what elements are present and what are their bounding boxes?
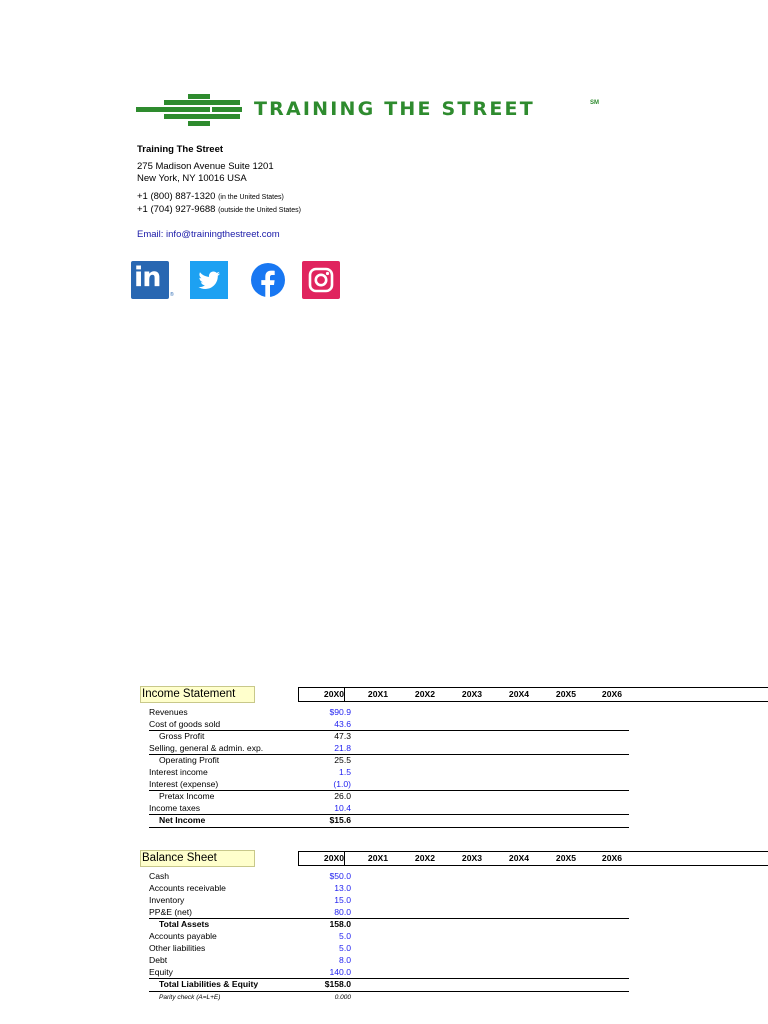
row-label: Debt (149, 955, 168, 965)
row-value: 26.0 (334, 791, 351, 801)
year-label: 20X4 (508, 689, 529, 699)
table-row (149, 894, 629, 906)
year-label: 20X0 (299, 852, 345, 865)
company-name: Training The Street (137, 144, 224, 155)
year-label: 20X3 (461, 853, 482, 863)
row-label: Equity (149, 967, 173, 977)
year-label: 20X2 (414, 689, 435, 699)
year-label: 20X1 (367, 689, 388, 699)
row-value[interactable]: 5.0 (339, 931, 351, 941)
phone-intl (137, 204, 301, 215)
row-label: Income taxes (149, 803, 201, 813)
email-link[interactable]: Email: info@trainingthestreet.com (137, 229, 280, 240)
row-value[interactable]: 1.5 (339, 767, 351, 777)
table-row (149, 906, 629, 918)
row-label: PP&E (net) (149, 907, 192, 917)
year-label: 20X1 (367, 853, 388, 863)
table-row (149, 790, 629, 802)
table-row (149, 882, 629, 894)
row-value: 158.0 (329, 919, 351, 929)
table-row (149, 742, 629, 754)
table-row (149, 730, 629, 742)
income-year-header (298, 687, 768, 702)
row-label: Total Liabilities & Equity (159, 979, 259, 989)
address-line-1: 275 Madison Avenue Suite 1201 (137, 161, 274, 172)
year-label: 20X4 (508, 853, 529, 863)
facebook-icon[interactable] (249, 261, 287, 299)
row-label: Interest income (149, 767, 208, 777)
row-value[interactable]: 43.6 (334, 719, 351, 729)
row-value[interactable]: 140.0 (329, 967, 351, 977)
row-value[interactable]: 21.8 (334, 743, 351, 753)
row-label: Selling, general & admin. exp. (149, 743, 264, 753)
row-divider (149, 827, 629, 828)
row-label: Gross Profit (159, 731, 205, 741)
year-label: 20X6 (601, 689, 622, 699)
table-row (149, 706, 629, 718)
twitter-icon[interactable] (190, 261, 228, 299)
table-row (149, 778, 629, 790)
row-label: Cash (149, 871, 170, 881)
linkedin-icon[interactable] (131, 261, 169, 299)
table-row (149, 814, 629, 826)
table-row (149, 930, 629, 942)
row-value[interactable]: 13.0 (334, 883, 351, 893)
row-value: $158.0 (324, 979, 351, 989)
year-label: 20X0 (299, 688, 345, 701)
phone-us (137, 191, 284, 202)
parity-check-row (149, 992, 629, 1004)
address-line-2: New York, NY 10016 USA (137, 173, 247, 184)
phone-intl-number: +1 (704) 927-9688 (137, 204, 216, 215)
year-label: 20X3 (461, 689, 482, 699)
row-label: Other liabilities (149, 943, 206, 953)
balance-sheet-title: Balance Sheet (140, 850, 255, 867)
row-label: Operating Profit (159, 755, 220, 765)
row-label: Net Income (159, 815, 206, 825)
phone-us-note: (in the United States) (218, 194, 284, 201)
row-value[interactable]: 15.0 (334, 895, 351, 905)
row-value: 25.5 (334, 755, 351, 765)
year-label: 20X6 (601, 853, 622, 863)
row-label: Pretax Income (159, 791, 215, 801)
row-value[interactable]: (1.0) (333, 779, 351, 789)
row-value[interactable]: 80.0 (334, 907, 351, 917)
table-row (149, 978, 629, 990)
year-label: 20X5 (555, 689, 576, 699)
year-label: 20X2 (414, 853, 435, 863)
row-label: Parity check (A=L+E) (159, 994, 221, 1001)
row-value: $15.6 (329, 815, 351, 825)
table-row (149, 754, 629, 766)
balance-year-header (298, 851, 768, 866)
year-label: 20X5 (555, 853, 576, 863)
logo-text: TRAINING THE STREET (254, 98, 535, 120)
phone-intl-note: (outside the United States) (218, 207, 301, 214)
row-value[interactable]: 10.4 (334, 803, 351, 813)
row-value[interactable]: 8.0 (339, 955, 351, 965)
row-label: Cost of goods sold (149, 719, 221, 729)
income-statement-title: Income Statement (140, 686, 255, 703)
row-label: Revenues (149, 707, 188, 717)
row-value: 47.3 (334, 731, 351, 741)
linkedin-label: in (134, 262, 161, 293)
row-value: 0.000 (334, 994, 351, 1001)
phone-us-number: +1 (800) 887-1320 (137, 191, 216, 202)
table-row (149, 966, 629, 978)
table-row (149, 954, 629, 966)
table-row (149, 918, 629, 930)
row-value[interactable]: $50.0 (329, 871, 351, 881)
instagram-icon[interactable] (302, 261, 340, 299)
table-row (149, 802, 629, 814)
table-row (149, 766, 629, 778)
row-label: Inventory (149, 895, 185, 905)
row-label: Interest (expense) (149, 779, 219, 789)
row-value[interactable]: $90.9 (329, 707, 351, 717)
table-row (149, 718, 629, 730)
row-label: Accounts payable (149, 931, 217, 941)
row-label: Total Assets (159, 919, 210, 929)
table-row (149, 870, 629, 882)
row-value[interactable]: 5.0 (339, 943, 351, 953)
logo-service-mark: SM (590, 100, 599, 106)
linkedin-registered-mark: ® (170, 292, 174, 298)
table-row (149, 942, 629, 954)
row-label: Accounts receivable (149, 883, 226, 893)
